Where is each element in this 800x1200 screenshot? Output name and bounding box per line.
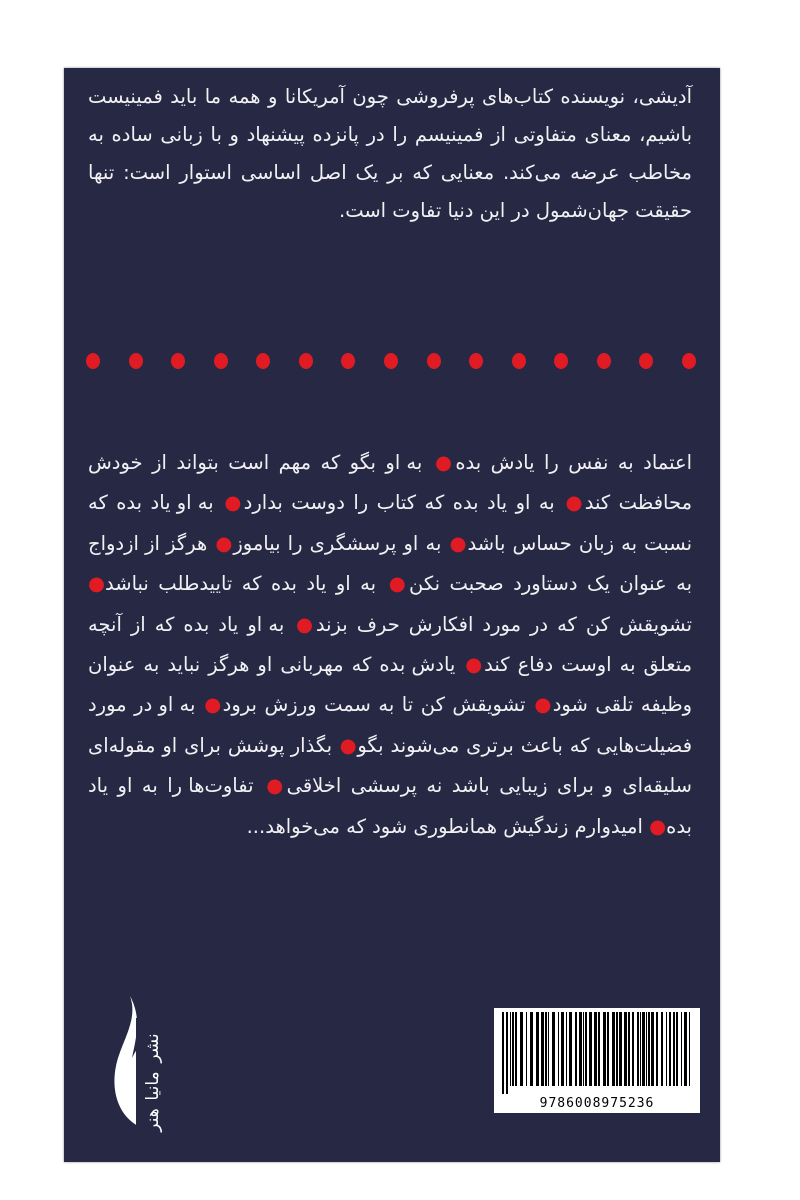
barcode-bar	[589, 1012, 592, 1086]
barcode-bar	[515, 1012, 517, 1086]
suggestion-text: اعتماد به نفس را یادش بده	[455, 451, 693, 474]
red-dot	[554, 353, 568, 369]
barcode-bar	[536, 1012, 539, 1086]
suggestion-text: تشویقش کن تا به سمت ورزش برود	[222, 693, 526, 717]
suggestion-text: به او پرسشگری را بیاموز	[233, 531, 442, 555]
suggestion-text: بگذار پوشش برای او مقوله‌ای سلیقه‌ای و برای زیبایی باشد نه پرسشی اخلاقی	[88, 733, 692, 798]
red-bullet-separator: ●	[293, 612, 316, 636]
red-dot	[682, 353, 696, 369]
barcode-bar	[637, 1012, 639, 1086]
barcode-bar	[541, 1012, 544, 1086]
red-dot	[512, 353, 526, 369]
barcode-bar	[642, 1012, 645, 1086]
publisher-name-line3: هنر	[143, 1108, 163, 1132]
barcode-bars	[494, 1008, 700, 1094]
red-bullet-separator: ●	[649, 814, 667, 838]
red-bullet-separator: ●	[263, 774, 287, 798]
barcode-bar	[558, 1012, 559, 1086]
red-dot	[256, 353, 270, 369]
suggestion-text: یادش بده که مهربانی او هرگز نباید به عنوان وظیفه تلقی شود	[88, 653, 693, 717]
barcode-bar	[561, 1012, 564, 1086]
barcode-bar	[545, 1012, 547, 1086]
red-bullet-separator: ●	[202, 693, 223, 717]
barcode-bar	[607, 1012, 609, 1086]
suggestion-text: به او یاد بده که تاییدطلب نباشد	[105, 572, 377, 596]
barcode-bar	[619, 1012, 622, 1086]
barcode-bar	[624, 1012, 627, 1086]
suggestion-text: هرگز از ازدواج به عنوان یک دستاورد صحبت نکن	[88, 531, 693, 596]
barcode-bar	[585, 1012, 587, 1086]
barcode-bar	[579, 1012, 582, 1086]
suggestion-text: به او یاد بده که کتاب را دوست بدارد	[243, 491, 555, 515]
suggestion-text: به او یاد بده که از آنچه متعلق به اوست دفاع کند	[88, 612, 693, 677]
red-dot	[86, 353, 100, 369]
barcode-bar	[628, 1012, 630, 1086]
barcode-bar	[526, 1012, 527, 1086]
barcode-bar	[676, 1012, 678, 1086]
red-bullet-separator: ●	[88, 572, 106, 596]
red-dot-divider	[86, 351, 696, 371]
barcode-bar	[656, 1012, 658, 1086]
barcode-bar	[510, 1012, 511, 1086]
red-dot	[214, 353, 228, 369]
barcode-bar	[569, 1012, 572, 1086]
red-dot	[341, 353, 355, 369]
red-dot	[384, 353, 398, 369]
red-bullet-separator: ●	[463, 653, 485, 677]
barcode-bar	[583, 1012, 584, 1086]
red-dot	[639, 353, 653, 369]
barcode-bar	[651, 1012, 654, 1086]
red-dot	[129, 353, 143, 369]
barcode-bar	[640, 1012, 641, 1086]
barcode-bar	[552, 1012, 555, 1086]
red-bullet-separator: ●	[338, 733, 358, 757]
barcode-bar	[673, 1012, 675, 1086]
red-dot	[427, 353, 441, 369]
red-bullet-separator: ●	[222, 491, 244, 515]
suggestions-paragraph	[88, 443, 692, 847]
barcode-bar	[598, 1012, 600, 1086]
red-bullet-separator: ●	[385, 572, 410, 596]
suggestion-text: به او یاد بده که نسبت به زبان حساس باشد	[88, 491, 693, 555]
barcode-bar	[603, 1012, 606, 1086]
barcode-bar	[594, 1012, 597, 1086]
barcode-bar	[689, 1012, 690, 1086]
barcode-bar	[520, 1012, 523, 1086]
barcode-bar	[661, 1012, 663, 1086]
barcode-bar	[575, 1012, 577, 1086]
suggestion-text: امیدوارم زندگیش همانطوری شود که می‌خواهد...	[246, 814, 643, 838]
barcode-bar	[666, 1012, 667, 1086]
barcode-bar	[684, 1012, 687, 1086]
isbn-barcode	[494, 1008, 700, 1113]
publisher-logo	[102, 988, 182, 1138]
red-dot	[299, 353, 313, 369]
barcode-bar	[548, 1012, 549, 1086]
red-bullet-separator: ●	[431, 451, 456, 474]
red-dot	[171, 353, 185, 369]
barcode-bar	[502, 1012, 504, 1094]
red-dot	[597, 353, 611, 369]
publisher-name-line2: مانیا	[143, 1071, 163, 1101]
suggestion-text: تشویقش کن که در مورد افکارش حرف بزند	[315, 612, 692, 636]
barcode-bar	[681, 1012, 682, 1086]
back-cover	[64, 68, 720, 1162]
red-bullet-separator: ●	[214, 531, 234, 555]
red-dot	[469, 353, 483, 369]
red-bullet-separator: ●	[533, 693, 553, 717]
suggestion-text: به او بگو که مهم است بتواند از خودش محافظت کند	[88, 451, 693, 515]
red-bullet-separator: ●	[448, 531, 468, 555]
barcode-bar	[616, 1012, 618, 1086]
barcode-bar	[669, 1012, 671, 1086]
barcode-bar	[530, 1012, 533, 1086]
barcode-bar	[512, 1012, 514, 1086]
barcode-bar	[646, 1012, 647, 1086]
barcode-bar	[566, 1012, 567, 1086]
barcode-bar	[632, 1012, 634, 1086]
barcode-number: 9786008975236	[539, 1096, 655, 1111]
suggestion-text: به او در مورد فضیلت‌هایی که باعث برتری می‌شوند بگو	[88, 693, 693, 757]
suggestion-text: تفاوت‌ها را به او یاد بده	[88, 774, 692, 838]
publisher-name-line1: نشر	[143, 1033, 163, 1063]
barcode-bar	[648, 1012, 650, 1086]
intro-paragraph: آدیشی، نویسنده کتاب‌های پرفروشی چون آمریکانا و همه ما باید فمینیست باشیم، معنای متفاوتی از فمینیسم را در پانزده پیشنهاد و با زبانی ساده به مخاطب عرضه می‌کند. معنایی که بر یک اصل اساسی استوار است: تنها حقیقت جهان‌شمول در این دنیا تفاوت است.	[88, 85, 692, 222]
barcode-bar	[506, 1012, 508, 1094]
barcode-bar	[612, 1012, 615, 1086]
red-bullet-separator: ●	[563, 491, 585, 515]
